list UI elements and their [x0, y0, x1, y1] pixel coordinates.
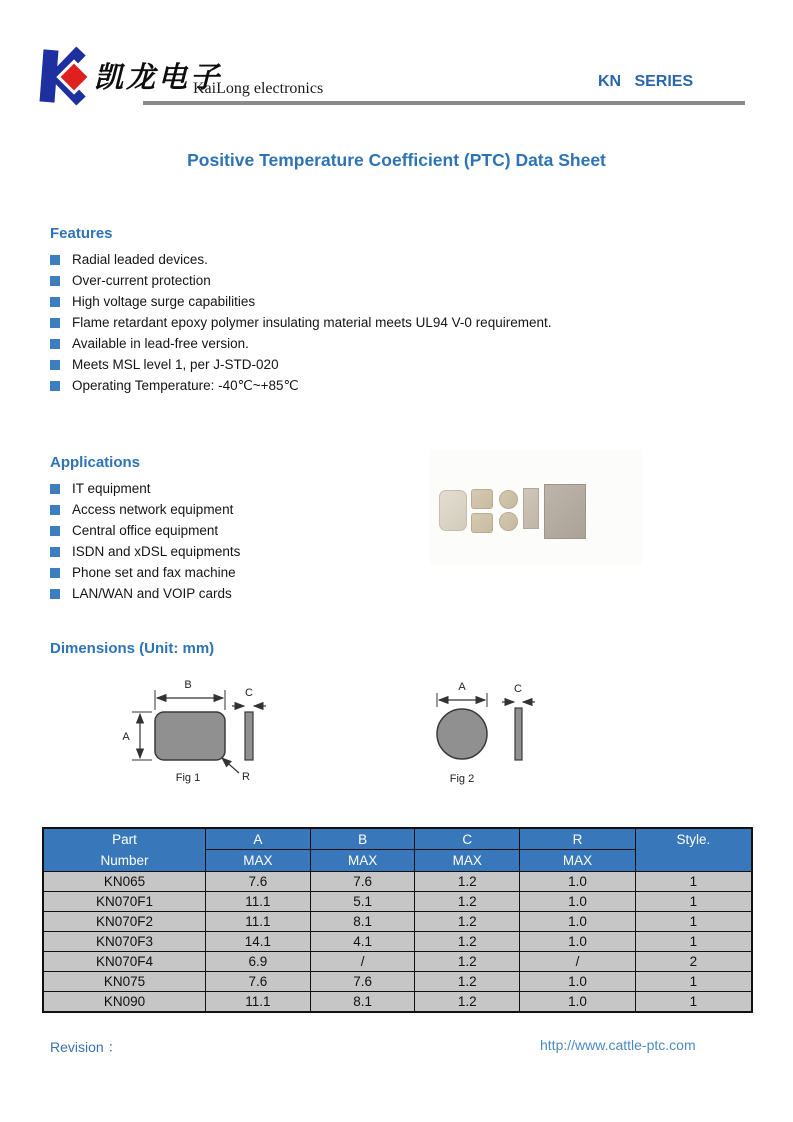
ptc-chip	[439, 490, 467, 531]
list-item	[50, 375, 551, 396]
application-text: Central office equipment	[72, 523, 219, 538]
list-item	[50, 354, 551, 375]
application-text: Access network equipment	[72, 502, 234, 517]
value-cell: 7.6	[206, 872, 311, 892]
list-item	[50, 270, 551, 291]
bullet-square-icon	[50, 526, 60, 536]
part-number-cell: KN070F1	[43, 892, 206, 912]
features-heading: Features	[50, 225, 113, 242]
feature-text: Flame retardant epoxy polymer insulating material meets UL94 V-0 requirement.	[72, 315, 552, 330]
part-number-cell: KN070F2	[43, 912, 206, 932]
value-cell: 5.1	[310, 892, 415, 912]
col-header-b: B	[310, 828, 415, 850]
list-item	[50, 478, 240, 499]
ptc-chip	[499, 512, 518, 531]
col-header-style: Style.	[635, 828, 752, 872]
value-cell: 6.9	[206, 952, 311, 972]
dim-label-c: C	[514, 683, 522, 695]
table-row	[43, 872, 752, 892]
figure-1-drawing	[118, 676, 333, 788]
value-cell: 1.2	[415, 932, 520, 952]
ptc-chip	[471, 513, 493, 533]
value-cell: 1.0	[520, 932, 636, 952]
value-cell: 1.2	[415, 952, 520, 972]
feature-text: High voltage surge capabilities	[72, 294, 256, 309]
value-cell: /	[520, 952, 636, 972]
list-item	[50, 583, 240, 604]
bullet-square-icon	[50, 255, 60, 265]
value-cell: 7.6	[310, 872, 415, 892]
bullet-square-icon	[50, 318, 60, 328]
bullet-square-icon	[50, 547, 60, 557]
value-cell: 1	[635, 972, 752, 992]
bullet-square-icon	[50, 484, 60, 494]
table-row	[43, 972, 752, 992]
bullet-square-icon	[50, 505, 60, 515]
dim-label-c: C	[245, 687, 253, 699]
list-item	[50, 499, 240, 520]
figure-1-caption: Fig 1	[175, 772, 201, 784]
max-subheader: MAX	[415, 850, 520, 872]
part-number-cell: KN070F3	[43, 932, 206, 952]
part-number-cell: KN070F4	[43, 952, 206, 972]
table-row	[43, 992, 752, 1012]
ptc-chip	[544, 484, 586, 539]
part-header-line2: Number	[100, 853, 149, 868]
col-header-r: R	[520, 828, 636, 850]
bullet-square-icon	[50, 381, 60, 391]
col-header-a: A	[206, 828, 311, 850]
brand-name-english: KaiLong electronics	[193, 80, 324, 97]
value-cell: 1.2	[415, 972, 520, 992]
product-photo	[430, 450, 642, 565]
table-row	[43, 912, 752, 932]
dim-label-r: R	[242, 771, 250, 783]
part-number-cell: KN090	[43, 992, 206, 1012]
ptc-chip	[471, 489, 493, 509]
max-subheader: MAX	[310, 850, 415, 872]
value-cell: 1.2	[415, 992, 520, 1012]
table-row	[43, 932, 752, 952]
value-cell: 1	[635, 932, 752, 952]
kailong-logo-icon	[36, 44, 96, 106]
bullet-square-icon	[50, 568, 60, 578]
dimensions-heading: Dimensions (Unit: mm)	[50, 640, 215, 657]
list-item	[50, 520, 240, 541]
brand-name-chinese: 凯龙电子	[94, 60, 223, 94]
revision-label: Revision ：	[50, 1039, 122, 1055]
figure-2-caption: Fig 2	[449, 773, 475, 785]
table-row	[43, 892, 752, 912]
col-header-c: C	[415, 828, 520, 850]
value-cell: 8.1	[310, 992, 415, 1012]
series-label: KN SERIES	[598, 73, 694, 90]
feature-text: Available in lead-free version.	[72, 336, 249, 351]
part-number-cell: KN075	[43, 972, 206, 992]
value-cell: 4.1	[310, 932, 415, 952]
spec-table-body	[43, 872, 752, 1012]
value-cell: 7.6	[310, 972, 415, 992]
value-cell: 7.6	[206, 972, 311, 992]
page-title: Positive Temperature Coefficient (PTC) Data Sheet	[187, 150, 606, 170]
value-cell: 1.2	[415, 892, 520, 912]
list-item	[50, 333, 551, 354]
features-section	[50, 225, 551, 396]
value-cell: 1	[635, 892, 752, 912]
part-header-line1: Part	[112, 832, 137, 847]
feature-text: Over-current protection	[72, 273, 211, 288]
value-cell: 1.0	[520, 992, 636, 1012]
bullet-square-icon	[50, 589, 60, 599]
value-cell: 1	[635, 912, 752, 932]
value-cell: 2	[635, 952, 752, 972]
bullet-square-icon	[50, 360, 60, 370]
value-cell: 1.0	[520, 892, 636, 912]
applications-heading: Applications	[50, 454, 141, 471]
bullet-square-icon	[50, 297, 60, 307]
features-list	[50, 249, 551, 396]
dim-label-a: A	[458, 681, 466, 693]
max-subheader: MAX	[520, 850, 636, 872]
spec-table-header	[43, 828, 752, 872]
value-cell: 1.2	[415, 912, 520, 932]
list-item	[50, 312, 551, 333]
value-cell: 11.1	[206, 892, 311, 912]
value-cell: 1.0	[520, 872, 636, 892]
list-item	[50, 541, 240, 562]
application-text: ISDN and xDSL equipments	[72, 544, 241, 559]
spec-table	[42, 827, 753, 1013]
figure-2-drawing	[415, 676, 600, 788]
table-row	[43, 952, 752, 972]
application-text: LAN/WAN and VOIP cards	[72, 586, 232, 601]
dim-label-a: A	[122, 731, 130, 743]
ptc-chip	[499, 490, 518, 509]
part-number-cell: KN065	[43, 872, 206, 892]
list-item	[50, 249, 551, 270]
header-divider	[143, 101, 745, 105]
website-link[interactable]: http://www.cattle-ptc.com	[540, 1037, 696, 1053]
list-item	[50, 562, 240, 583]
application-text: IT equipment	[72, 481, 151, 496]
value-cell: 1.2	[415, 872, 520, 892]
application-text: Phone set and fax machine	[72, 565, 236, 580]
value-cell: 1.0	[520, 912, 636, 932]
value-cell: 14.1	[206, 932, 311, 952]
value-cell: 1.0	[520, 972, 636, 992]
max-subheader: MAX	[206, 850, 311, 872]
value-cell: 8.1	[310, 912, 415, 932]
applications-section	[50, 454, 240, 604]
bullet-square-icon	[50, 276, 60, 286]
ptc-chip	[523, 488, 539, 529]
feature-text: Radial leaded devices.	[72, 252, 208, 267]
applications-list	[50, 478, 240, 604]
value-cell: 11.1	[206, 912, 311, 932]
value-cell: 1	[635, 992, 752, 1012]
value-cell: /	[310, 952, 415, 972]
bullet-square-icon	[50, 339, 60, 349]
feature-text: Operating Temperature: -40℃~+85℃	[72, 377, 299, 393]
dim-label-b: B	[184, 679, 192, 691]
part-number-header	[43, 828, 206, 872]
value-cell: 1	[635, 872, 752, 892]
value-cell: 11.1	[206, 992, 311, 1012]
feature-text: Meets MSL level 1, per J-STD-020	[72, 357, 279, 372]
list-item	[50, 291, 551, 312]
